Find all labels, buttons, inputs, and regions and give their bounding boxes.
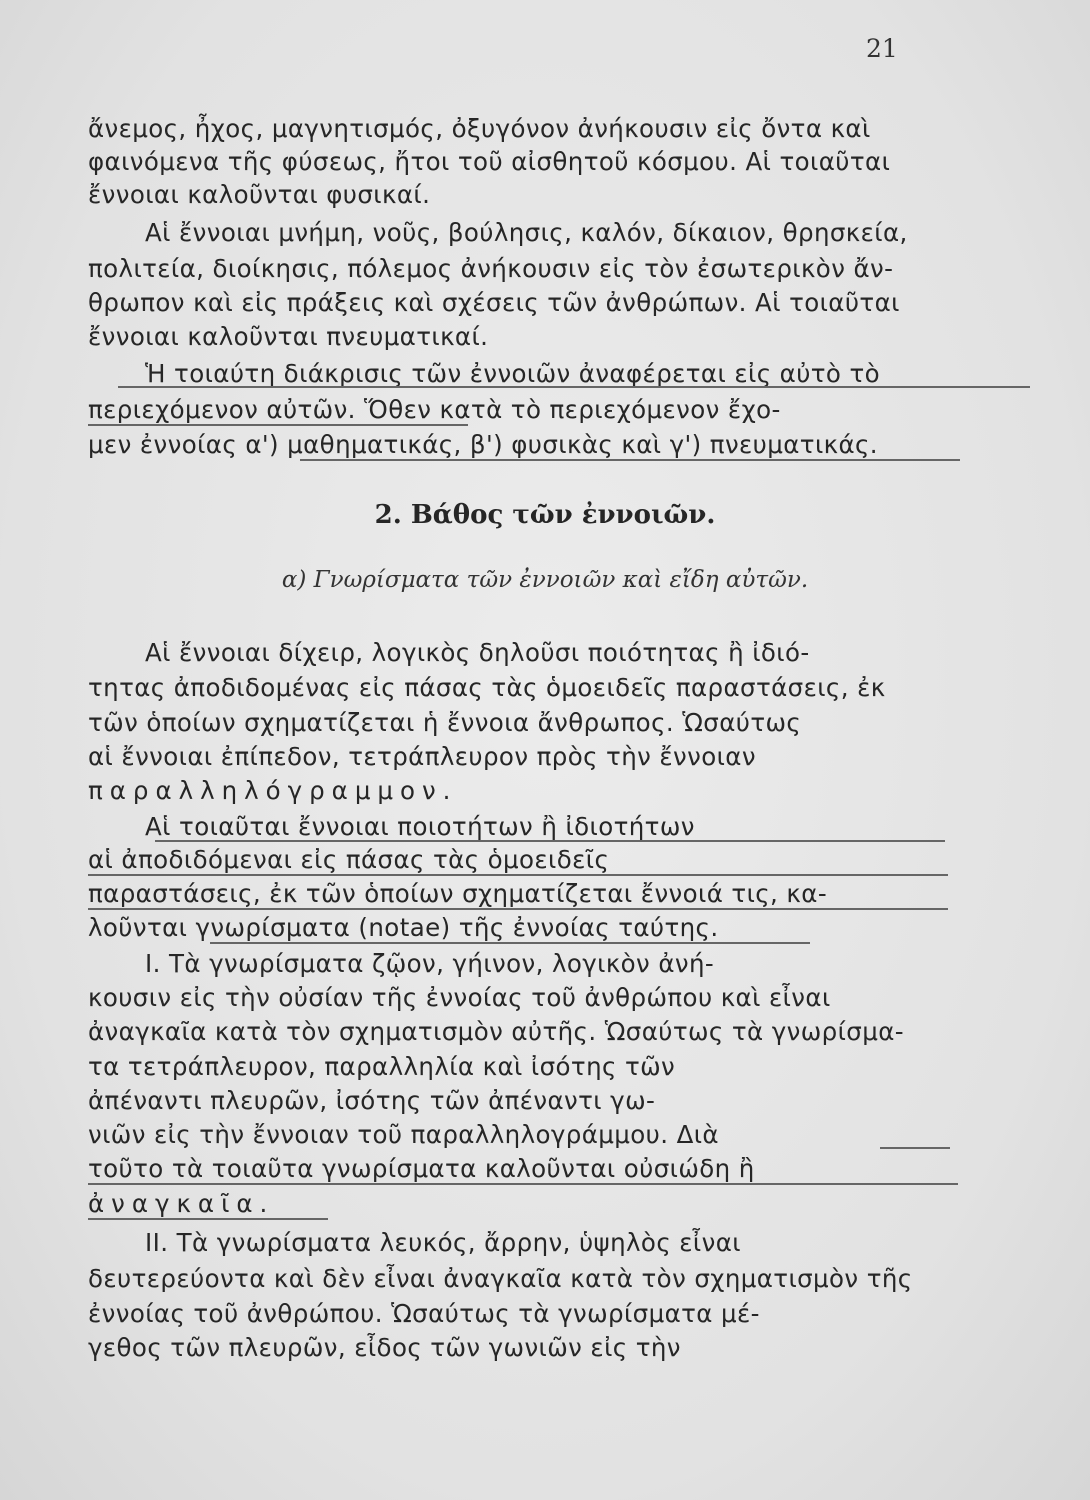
text-line-2: φαινόμενα τῆς φύσεως, ἤτοι τοῦ αἰσθητοῦ κόσμου. Αἱ τοιαῦται bbox=[88, 147, 891, 176]
text-line-13: τῶν ὁποίων σχηματίζεται ἡ ἔννοια ἄνθρωπος. Ὡσαύτως bbox=[88, 708, 802, 737]
underline-rule bbox=[880, 1147, 950, 1149]
text-line-19: λοῦνται γνωρίσματα (notae) τῆς ἐννοίας ταύτης. bbox=[88, 913, 719, 942]
page-number: 21 bbox=[866, 34, 898, 63]
underline-rule bbox=[155, 840, 945, 842]
text-line-18: παραστάσεις, ἐκ τῶν ὁποίων σχηματίζεται ἔννοιά τις, κα- bbox=[88, 879, 828, 908]
text-line-10: μεν ἐννοίας α') μαθηματικάς, β') φυσικὰς καὶ γ') πνευματικάς. bbox=[88, 430, 878, 459]
text-line-14: αἱ ἔννοιαι ἐπίπεδον, τετράπλευρον πρὸς τὴν ἔννοιαν bbox=[88, 742, 756, 771]
text-line-12: τητας ἀποδιδομένας εἰς πάσας τὰς ὁμοειδεῖς παραστάσεις, ἐκ bbox=[88, 673, 886, 702]
text-line-4: Αἱ ἔννοιαι μνήμη, νοῦς, βούλησις, καλόν, δίκαιον, θρησκεία, bbox=[145, 218, 908, 247]
underline-rule bbox=[118, 386, 1030, 388]
text-line-30: ἐννοίας τοῦ ἀνθρώπου. Ὡσαύτως τὰ γνωρίσματα μέ- bbox=[88, 1299, 760, 1328]
text-line-22: ἀναγκαῖα κατὰ τὸν σχηματισμὸν αὐτῆς. Ὡσαύτως τὰ γνωρίσμα- bbox=[88, 1017, 904, 1046]
text-line-8: Ἡ τοιαύτη διάκρισις τῶν ἐννοιῶν ἀναφέρεται εἰς αὐτὸ τὸ bbox=[145, 359, 881, 388]
text-line-7: ἔννοιαι καλοῦνται πνευματικαί. bbox=[88, 322, 489, 351]
text-line-5: πολιτεία, διοίκησις, πόλεμος ἀνήκουσιν εἰς τὸν ἐσωτερικὸν ἄν- bbox=[88, 254, 894, 283]
text-line-6: θρωπον καὶ εἰς πράξεις καὶ σχέσεις τῶν ἀνθρώπων. Αἱ τοιαῦται bbox=[88, 288, 900, 317]
text-line-9: περιεχόμενον αὐτῶν. Ὅθεν κατὰ τὸ περιεχόμενον ἔχο- bbox=[88, 395, 781, 424]
text-line-31: γεθος τῶν πλευρῶν, εἶδος τῶν γωνιῶν εἰς τὴν bbox=[88, 1333, 681, 1362]
text-line-27: ἀναγκαῖα. bbox=[88, 1189, 275, 1218]
section-heading: 2. Βάθος τῶν ἐννοιῶν. bbox=[374, 500, 716, 530]
underline-rule bbox=[88, 424, 468, 426]
text-line-21: κουσιν εἰς τὴν οὐσίαν τῆς ἐννοίας τοῦ ἀνθρώπου καὶ εἶναι bbox=[88, 983, 831, 1012]
underline-rule bbox=[88, 908, 948, 910]
text-line-20: I. Τὰ γνωρίσματα ζῷον, γήινον, λογικὸν ἀνή- bbox=[145, 949, 715, 978]
text-line-16: Αἱ τοιαῦται ἔννοιαι ποιοτήτων ἢ ἰδιοτήτων bbox=[145, 812, 695, 841]
text-line-3: ἔννοιαι καλοῦνται φυσικαί. bbox=[88, 180, 431, 209]
text-line-28: II. Τὰ γνωρίσματα λευκός, ἄρρην, ὑψηλὸς εἶναι bbox=[145, 1228, 741, 1257]
text-line-11: Αἱ ἔννοιαι δίχειρ, λογικὸς δηλοῦσι ποιότητας ἢ ἰδιό- bbox=[145, 638, 810, 667]
underline-rule bbox=[88, 1218, 328, 1220]
text-line-1: ἄνεμος, ἦχος, μαγνητισμός, ὀξυγόνον ἀνήκουσιν εἰς ὄντα καὶ bbox=[88, 114, 871, 143]
text-line-23: τα τετράπλευρον, παραλληλία καὶ ἰσότης τῶν bbox=[88, 1052, 676, 1081]
text-line-24: ἀπέναντι πλευρῶν, ἰσότης τῶν ἀπέναντι γω- bbox=[88, 1086, 656, 1115]
underline-rule bbox=[88, 1183, 958, 1185]
underline-rule bbox=[210, 942, 810, 944]
underline-rule bbox=[300, 459, 960, 461]
text-line-15: παραλληλόγραμμον. bbox=[88, 776, 458, 805]
text-line-29: δευτερεύοντα καὶ δὲν εἶναι ἀναγκαῖα κατὰ τὸν σχηματισμὸν τῆς bbox=[88, 1264, 913, 1293]
underline-rule bbox=[88, 874, 948, 876]
text-line-25: νιῶν εἰς τὴν ἔννοιαν τοῦ παραλληλογράμμου. Διὰ bbox=[88, 1120, 719, 1149]
subheading: α) Γνωρίσματα τῶν ἐννοιῶν καὶ εἴδη αὐτῶν. bbox=[281, 567, 809, 593]
text-line-26: τοῦτο τὰ τοιαῦτα γνωρίσματα καλοῦνται οὐσιώδη ἢ bbox=[88, 1154, 755, 1183]
text-line-17: αἱ ἀποδιδόμεναι εἰς πάσας τὰς ὁμοειδεῖς bbox=[88, 845, 610, 874]
